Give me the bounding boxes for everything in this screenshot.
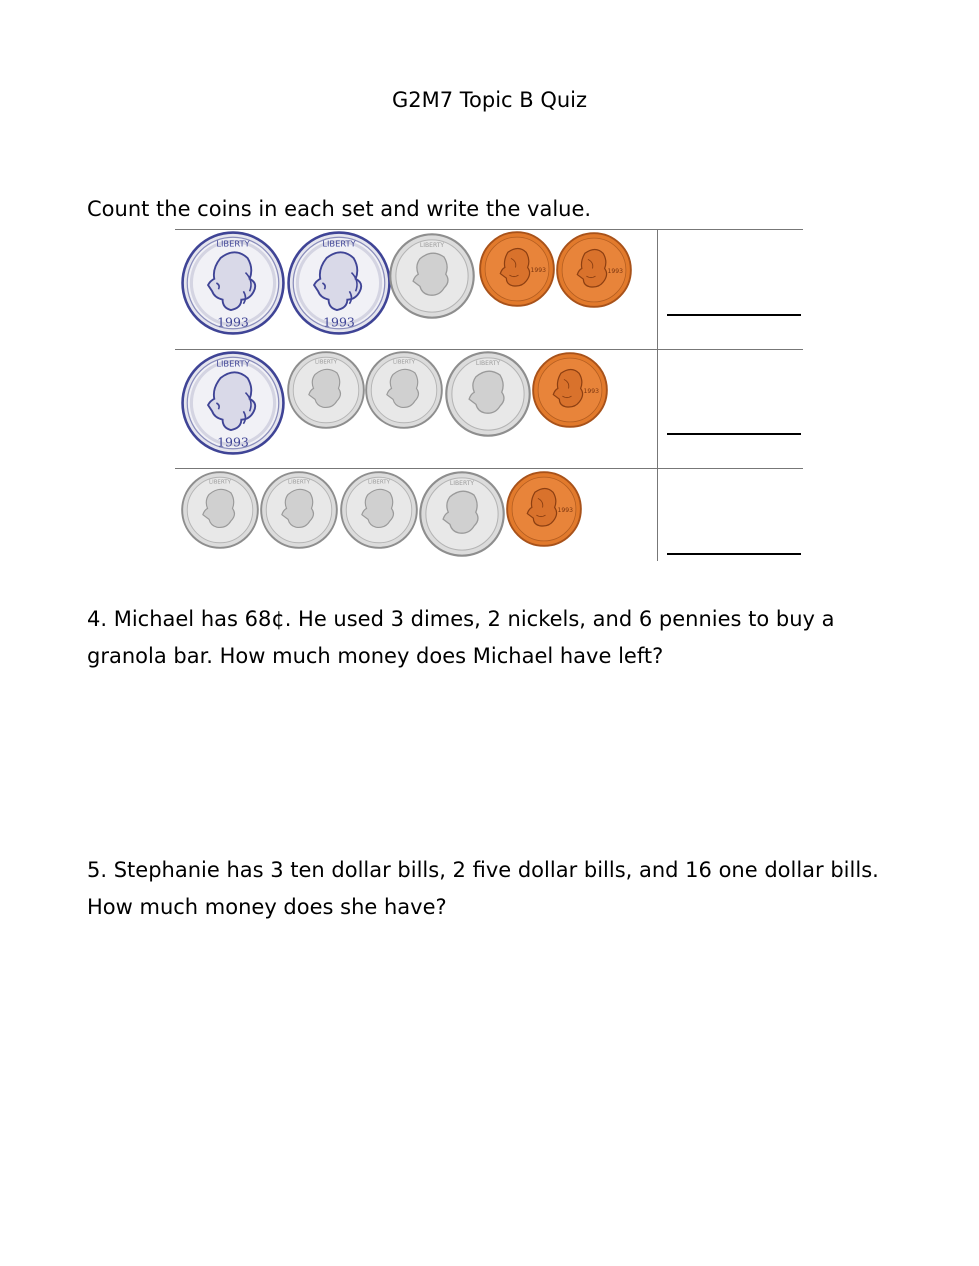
svg-text:LIBERTY: LIBERTY xyxy=(315,359,337,366)
svg-text:1993: 1993 xyxy=(323,314,355,330)
question-5-line-2: How much money does she have? xyxy=(87,895,447,919)
dime-coin xyxy=(365,351,443,429)
svg-text:LIBERTY: LIBERTY xyxy=(322,238,356,249)
penny-coin xyxy=(532,352,608,428)
dime-coin xyxy=(340,471,418,549)
svg-text:1993: 1993 xyxy=(530,267,547,275)
answer-blank-1[interactable] xyxy=(667,314,801,316)
column-divider xyxy=(657,229,658,561)
question-5-line-1: 5. Stephanie has 3 ten dollar bills, 2 five dollar bills, and 16 one dollar bills. xyxy=(87,858,879,882)
quarter-coin xyxy=(181,351,285,455)
penny-coin xyxy=(479,231,555,307)
dime-coin xyxy=(287,351,365,429)
svg-text:LIBERTY: LIBERTY xyxy=(216,238,250,249)
nickel-coin xyxy=(445,351,531,437)
question-4-line-2: granola bar. How much money does Michael have left? xyxy=(87,644,664,668)
coin-table xyxy=(175,229,803,561)
nickel-coin xyxy=(419,471,505,557)
question-5 xyxy=(87,852,887,926)
nickel-coin xyxy=(389,233,475,319)
svg-text:LIBERTY: LIBERTY xyxy=(216,358,250,369)
svg-text:LIBERTY: LIBERTY xyxy=(368,479,390,486)
svg-text:LIBERTY: LIBERTY xyxy=(475,359,501,367)
quarter-coin xyxy=(181,231,285,335)
svg-text:LIBERTY: LIBERTY xyxy=(209,479,231,486)
svg-text:1993: 1993 xyxy=(607,268,624,276)
penny-coin xyxy=(506,471,582,547)
quarter-coin xyxy=(287,231,391,335)
svg-text:LIBERTY: LIBERTY xyxy=(288,479,310,486)
svg-text:1993: 1993 xyxy=(583,388,600,396)
answer-blank-2[interactable] xyxy=(667,433,801,435)
question-4 xyxy=(87,601,887,675)
svg-text:1993: 1993 xyxy=(217,434,249,450)
svg-text:1993: 1993 xyxy=(217,314,249,330)
dime-coin xyxy=(181,471,259,549)
svg-text:LIBERTY: LIBERTY xyxy=(419,241,445,249)
dime-coin xyxy=(260,471,338,549)
svg-text:LIBERTY: LIBERTY xyxy=(449,479,475,487)
penny-coin xyxy=(556,232,632,308)
answer-blank-3[interactable] xyxy=(667,553,801,555)
svg-text:1993: 1993 xyxy=(557,507,574,515)
question-4-line-1: 4. Michael has 68¢. He used 3 dimes, 2 nickels, and 6 pennies to buy a xyxy=(87,607,835,631)
page-title: G2M7 Topic B Quiz xyxy=(391,88,588,112)
svg-text:LIBERTY: LIBERTY xyxy=(393,359,415,366)
instructions: Count the coins in each set and write the value. xyxy=(87,197,592,221)
